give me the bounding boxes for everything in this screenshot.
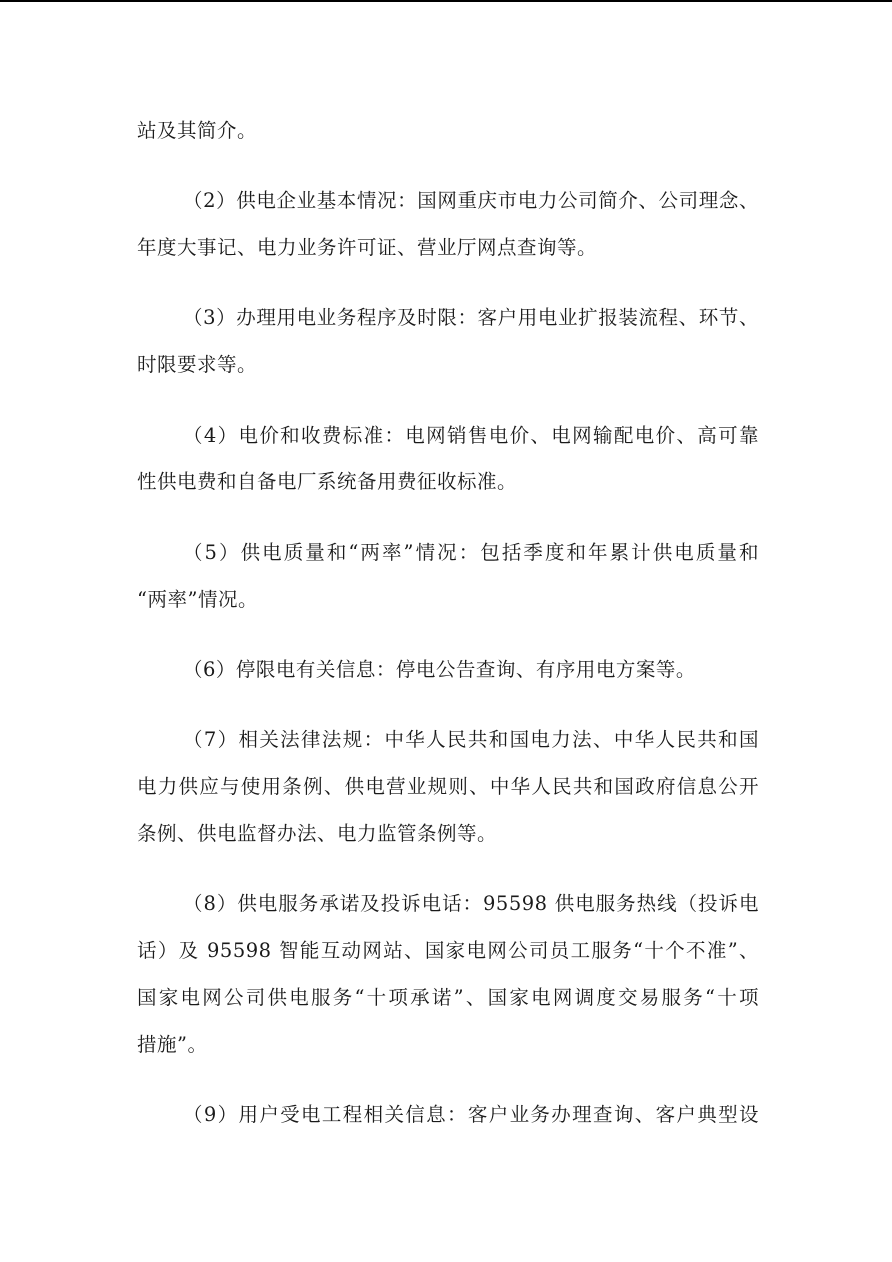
item-9-line-1: （9）用户受电工程相关信息：客户业务办理查询、客户典型设 <box>183 1103 759 1126</box>
item-5-line-1: （5）供电质量和“两率”情况：包括季度和年累计供电质量和 <box>183 541 759 564</box>
item-3-line-2: 时限要求等。 <box>137 353 258 376</box>
page-top-border <box>0 0 892 2</box>
item-3-line-1: （3）办理用电业务程序及时限：客户用电业扩报装流程、环节、 <box>183 306 759 329</box>
item-2-line-1: （2）供电企业基本情况：国网重庆市电力公司简介、公司理念、 <box>183 189 759 212</box>
item-8-line-2: 话）及 95598 智能互动网站、国家电网公司员工服务“十个不准”、 <box>137 939 759 962</box>
item-8-line-1: （8）供电服务承诺及投诉电话：95598 供电服务热线（投诉电 <box>183 892 759 915</box>
item-6-line-1: （6）停限电有关信息：停电公告查询、有序用电方案等。 <box>183 658 696 681</box>
item-7-line-2: 电力供应与使用条例、供电营业规则、中华人民共和国政府信息公开 <box>137 775 759 798</box>
item-7-line-1: （7）相关法律法规：中华人民共和国电力法、中华人民共和国 <box>183 728 759 751</box>
item-1-tail-line: 站及其简介。 <box>137 119 258 142</box>
item-2-line-2: 年度大事记、电力业务许可证、营业厅网点查询等。 <box>137 236 598 259</box>
item-7-line-3: 条例、供电监督办法、电力监管条例等。 <box>137 822 498 845</box>
item-5-line-2: “两率”情况。 <box>137 588 258 611</box>
item-8-line-3: 国家电网公司供电服务“十项承诺”、国家电网调度交易服务“十项 <box>137 986 759 1009</box>
item-4-line-1: （4）电价和收费标准：电网销售电价、电网输配电价、高可靠 <box>183 424 759 447</box>
item-8-line-4: 措施”。 <box>137 1033 208 1056</box>
item-4-line-2: 性供电费和自备电厂系统备用费征收标准。 <box>137 470 518 493</box>
